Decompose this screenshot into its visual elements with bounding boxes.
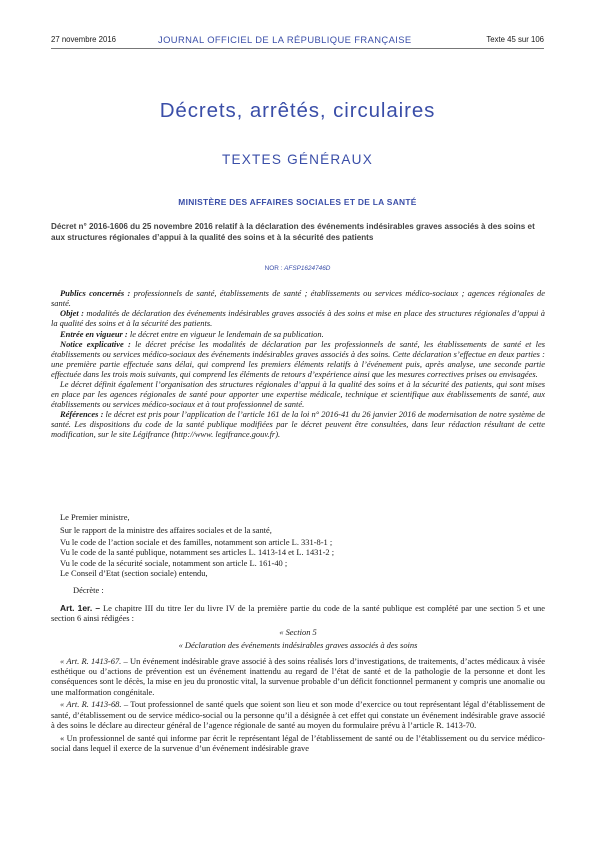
references-paragraph (51, 410, 545, 440)
notice-text: le décret précise les modalités de déclaration par les professionnels de santé, les établissements de santé et les établissements ou services médico-sociaux des événements indésirables graves associés à des soins. Cette déclaration s’effectue en deux parties : une première partie effectuée sans délai, qui comprend les premiers éléments relatifs à l’événement puis, après analyse, une seconde partie effectuée dans les trois mois suivants, qui comprend les éléments de retours d’expérience ainsi que les mesures correctives prises ou envisagées. (51, 339, 545, 379)
rapport-line: Sur le rapport de la ministre des affaires sociales et de la santé, (60, 524, 272, 535)
decree-title: Décret n° 2016-1606 du 25 novembre 2016 relatif à la déclaration des événements indésirables graves associés à des soins et aux structures régionales d’appui à la qualité des soins et à la sécurité des patients (51, 222, 535, 242)
entree-paragraph (51, 330, 545, 340)
references-text: le décret est pris pour l’application de l’article 161 de la loi n° 2016-41 du 26 janvier 2016 de modernisation de notre système de santé. Les dispositions du code de la santé publique modifiées par le décret peuvent être consultées, dans leur rédaction résultant de cette modification, sur le site Légifrance (http://www. legifrance.gouv.fr). (51, 409, 545, 440)
objet-text: modalités de déclaration des événements indésirables graves associés à des soins et mise en place des structures régionales d’appui à la qualité des soins et à la sécurité des patients. (51, 308, 546, 329)
vu-line-1: Vu le code de l’action sociale et des familles, notamment son article L. 331-8-1 ; (60, 537, 333, 547)
section-title: TEXTES GÉNÉRAUX (222, 152, 373, 167)
publication-date: 27 novembre 2016 (51, 35, 117, 44)
objet-label: Objet : (60, 308, 84, 319)
vu-line-3: Vu le code de la sécurité sociale, notamment son article L. 161-40 ; (60, 557, 288, 568)
nor-reference (0, 265, 595, 272)
main-title: Décrets, arrêtés, circulaires (159, 99, 436, 122)
entree-label: Entrée en vigueur : (60, 328, 128, 339)
article-1-text: Le chapitre III du titre Ier du livre IV de la première partie du code de la santé publique est complété par une section 5 et une section 6 ainsi rédigées : (51, 603, 545, 624)
decrete-line: Décrète : (73, 584, 104, 595)
section-5-title: « Déclaration des événements indésirables graves associés à des soins (178, 640, 418, 651)
last-paragraph: « Un professionnel de santé qui informe par écrit le représentant légal de l’établissement de santé ou de l’établissement ou du service médico-social dans lequel il exerce de la survenue d’un événement indésirable grave (51, 732, 545, 754)
publics-paragraph (51, 289, 545, 309)
article-r1413-67-text: – Un événement indésirable grave associé à des soins réalisés lors d’investigations, de traitements, d’actes médicaux à visée esthétique ou d’actions de prévention est un événement inattendu au regard de l’état de santé et de la pathologie de la personne et dont les conséquences sont le décès, la mise en jeu du pronostic vital, la survenue probable d’un déficit fonctionnel permanent y compris une anomalie ou une malformation congénitale. (51, 655, 546, 697)
article-r1413-67-heading: « Art. R. 1413-67. (60, 655, 122, 666)
publics-label: Publics concernés : (60, 288, 131, 298)
page-header (0, 33, 595, 47)
notice-label: Notice explicative : (60, 339, 131, 350)
nor-label: NOR : (264, 265, 285, 272)
text-number: Texte 45 sur 106 (486, 35, 544, 44)
entree-text: le décret entre en vigueur le lendemain de sa publication. (127, 328, 324, 339)
conseil-line: Le Conseil d’Etat (section sociale) entendu, (60, 568, 208, 579)
article-r1413-68-heading: « Art. R. 1413-68. (60, 699, 122, 710)
ministry-title: MINISTÈRE DES AFFAIRES SOCIALES ET DE LA SANTÉ (178, 197, 417, 207)
premier-ministre: Le Premier ministre, (60, 512, 130, 522)
references-label: Références : (60, 409, 104, 420)
nor-code: AFSP1624746D (284, 265, 331, 272)
decree-body (51, 512, 545, 756)
article-r1413-68-text: – Tout professionnel de santé quels que soient son lieu et son mode d’exercice ou tout représentant légal d’établissement de santé, d’établissement ou de service médico-social ou la personne qu’il a désignée à cet effet qui constate un événement indésirable grave associé à des soins le déclare au directeur général de l’agence régionale de santé au moyen du formulaire prévu à l’article R. 1413-70. (51, 699, 546, 731)
article-1 (51, 603, 545, 624)
journal-name: JOURNAL OFFICIEL DE LA RÉPUBLIQUE FRANÇAISE (158, 34, 412, 45)
publics-text: professionnels de santé, établissements de santé ; établissements ou services médico-sociaux ; agences régionales de santé. (51, 288, 545, 308)
section-5-label: « Section 5 (279, 626, 317, 637)
header-rule (51, 48, 544, 49)
article-r1413-68 (51, 699, 545, 730)
notice-paragraph (51, 340, 545, 380)
notice-paragraph-2: Le décret définit également l’organisation des structures régionales d’appui à la qualité des soins et à la sécurité des patients, qui sont mises en place par les agences régionales de santé pour apporter une expertise médicale, technique et scientifique aux établissements de santé, aux établissements ou services médico-sociaux et à tout professionnel de santé. (51, 379, 545, 409)
vu-line-2: Vu le code de la santé publique, notamment ses articles L. 1413-14 et L. 1431-2 ; (60, 547, 335, 558)
article-1-heading: Art. 1er. – (60, 603, 101, 614)
objet-paragraph (51, 309, 545, 329)
decree-abstract (51, 289, 545, 441)
article-r1413-67 (51, 656, 545, 698)
